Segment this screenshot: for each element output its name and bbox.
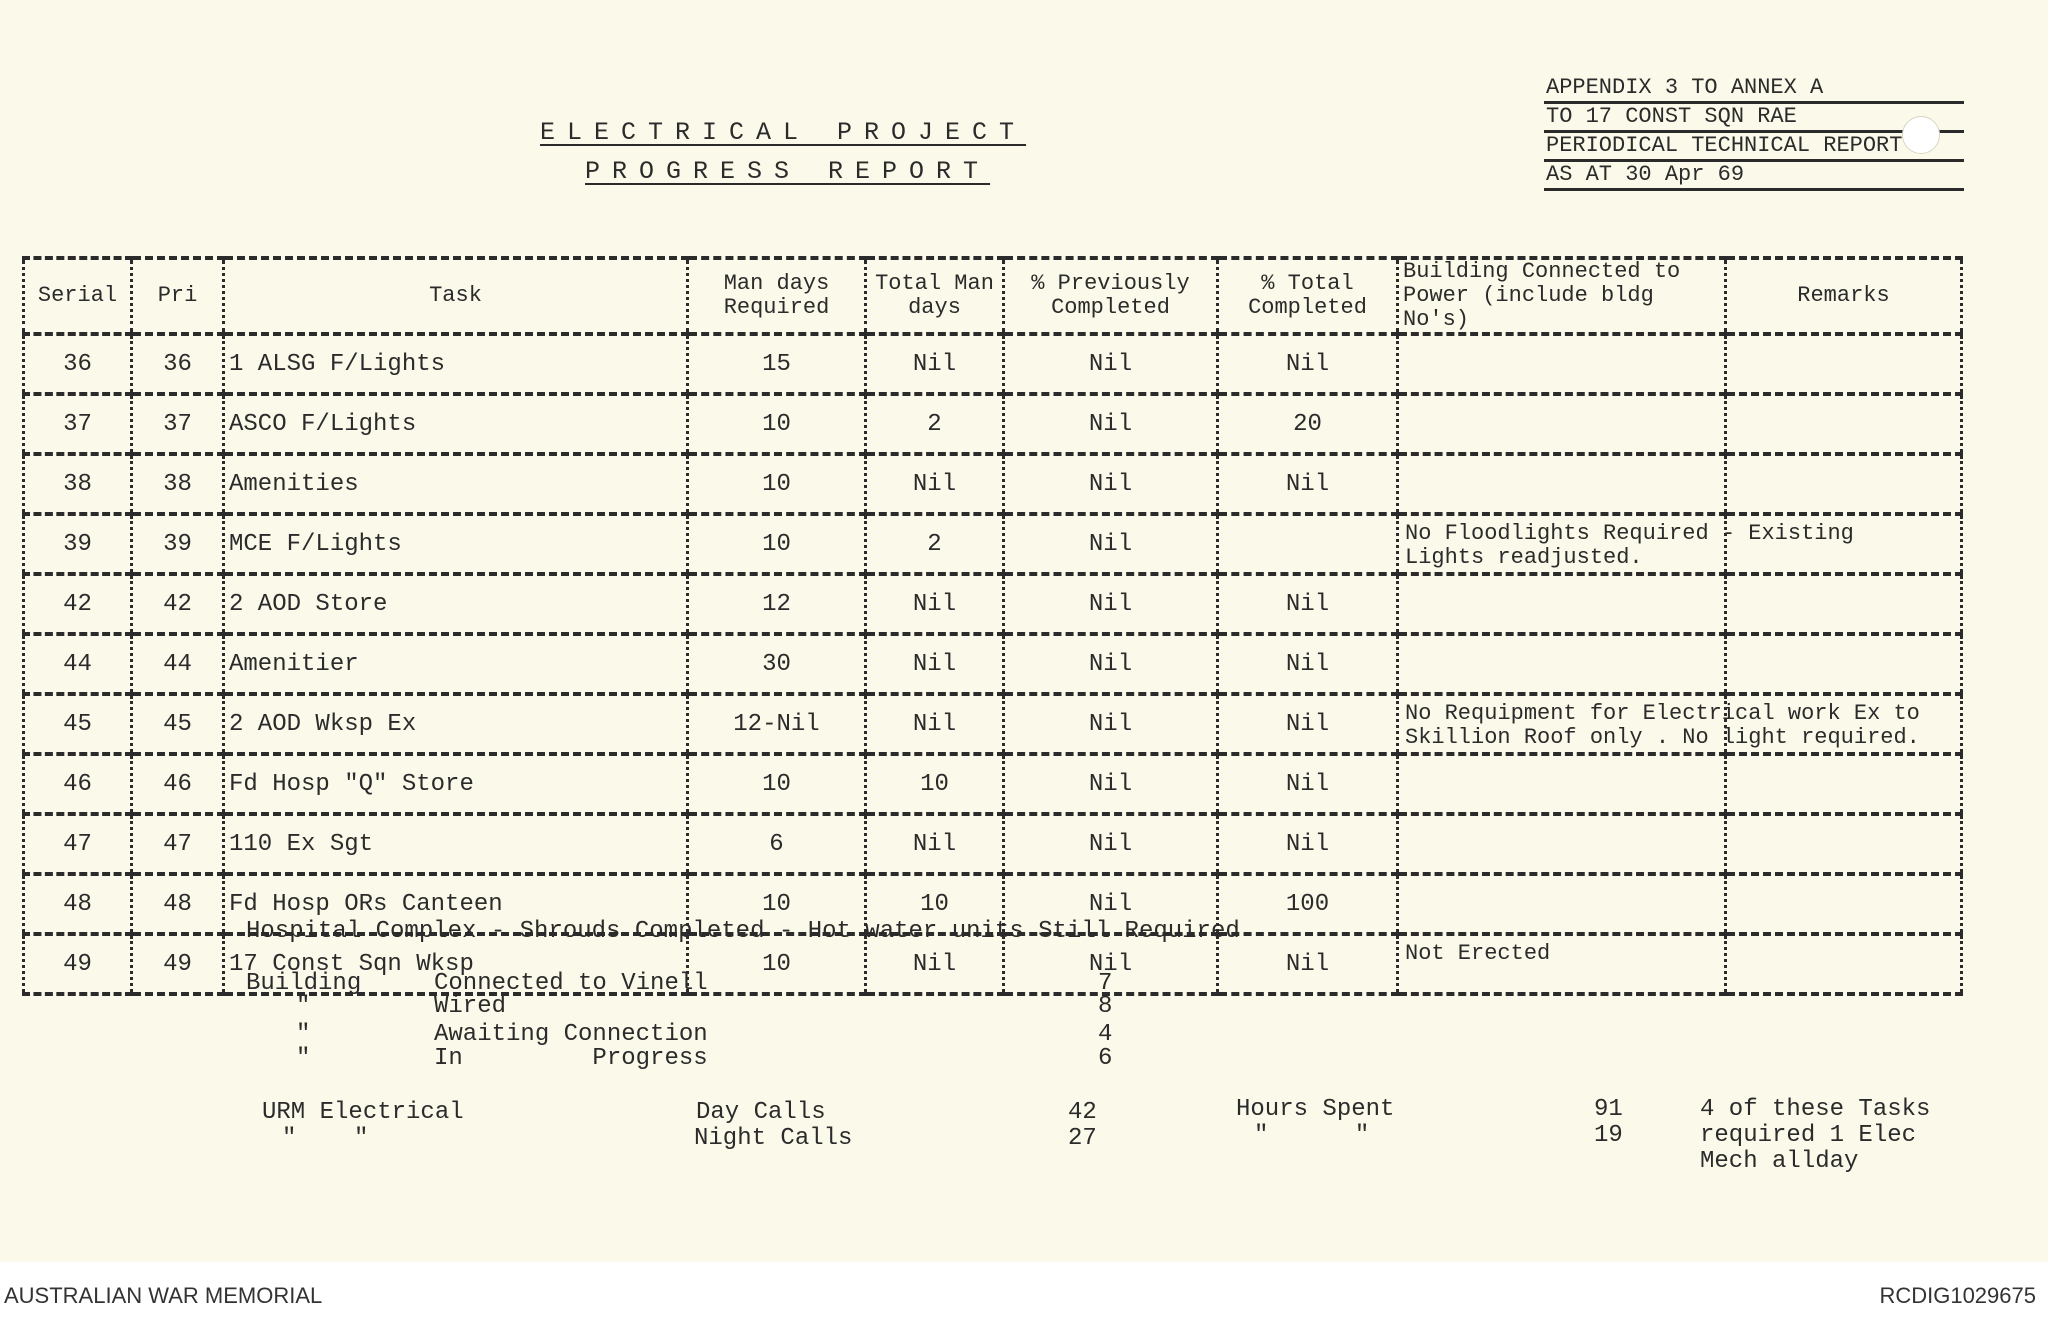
cell-pri: 46: [132, 754, 224, 814]
cell-pct-previously-completed: Nil: [1004, 874, 1218, 934]
cell-pct-previously-completed: Nil: [1004, 574, 1218, 634]
building-item-value: 7: [1098, 970, 1113, 997]
cell-building-connected: [1398, 874, 1726, 934]
cell-man-days-required: 10: [688, 934, 866, 994]
table-header-row: [24, 258, 1962, 334]
cell-pct-previously-completed: Nil: [1004, 334, 1218, 394]
cell-total-man-days: Nil: [866, 934, 1004, 994]
building-item-label: In Progress: [434, 1045, 708, 1072]
document-title-line-2: PROGRESS REPORT: [585, 157, 991, 186]
urm-electrical-label: URM Electrical: [262, 1099, 464, 1126]
cell-serial: 37: [24, 394, 132, 454]
cell-man-days-required: 10: [688, 514, 866, 574]
urm-ditto: " ": [282, 1125, 369, 1152]
building-item-label: Connected to Vinell: [434, 970, 708, 997]
cell-task: MCE F/Lights: [224, 514, 688, 574]
cell-pct-total-completed: Nil: [1218, 334, 1398, 394]
header-building-connected: Building Connected to Power (include bldg No's): [1398, 258, 1726, 334]
cell-man-days-required: 30: [688, 634, 866, 694]
cell-serial: 48: [24, 874, 132, 934]
punch-hole: [1902, 116, 1940, 154]
cell-serial: 49: [24, 934, 132, 994]
cell-remarks: [1726, 574, 1962, 634]
table-row: [24, 754, 1962, 814]
cell-pct-total-completed: [1218, 514, 1398, 574]
cell-pri: 49: [132, 934, 224, 994]
footer-source: AUSTRALIAN WAR MEMORIAL: [4, 1283, 323, 1308]
cell-pct-total-completed: Nil: [1218, 754, 1398, 814]
cell-pct-total-completed: Nil: [1218, 454, 1398, 514]
cell-pct-previously-completed: Nil: [1004, 754, 1218, 814]
cell-pct-previously-completed: Nil: [1004, 394, 1218, 454]
building-remark-text: No Floodlights Required - Existing Lights readjusted.: [1405, 521, 1854, 570]
cell-serial: 38: [24, 454, 132, 514]
cell-pct-previously-completed: Nil: [1004, 454, 1218, 514]
cell-serial: 45: [24, 694, 132, 754]
cell-pct-total-completed: Nil: [1218, 694, 1398, 754]
cell-man-days-required: 12: [688, 574, 866, 634]
header-serial: Serial: [24, 258, 132, 334]
cell-task: Amenitier: [224, 634, 688, 694]
cell-man-days-required: 10: [688, 874, 866, 934]
cell-building-connected: [1398, 634, 1726, 694]
cell-man-days-required: 10: [688, 754, 866, 814]
cell-total-man-days: Nil: [866, 634, 1004, 694]
cell-building-connected: [1398, 754, 1726, 814]
table-row: [24, 634, 1962, 694]
cell-total-man-days: Nil: [866, 814, 1004, 874]
hours-ditto: " ": [1254, 1122, 1370, 1149]
hours-night-value: 19: [1594, 1122, 1623, 1149]
cell-remarks: [1726, 334, 1962, 394]
header-total-man-days: Total Man days: [866, 258, 1004, 334]
footer-record-id: RCDIG1029675: [1879, 1283, 2036, 1308]
table-row: [24, 694, 1962, 754]
progress-table: [22, 256, 1963, 996]
building-item-label: Wired: [434, 993, 507, 1020]
cell-remarks: [1726, 754, 1962, 814]
cell-task: 2 AOD Wksp Ex: [224, 694, 688, 754]
cell-task: ASCO F/Lights: [224, 394, 688, 454]
cell-total-man-days: 2: [866, 514, 1004, 574]
table-row: [24, 334, 1962, 394]
night-calls-value: 27: [1068, 1125, 1097, 1152]
document-title-line-1: ELECTRICAL PROJECT: [540, 118, 1027, 147]
tasks-note-line: required 1 Elec: [1700, 1122, 1917, 1149]
cell-pct-previously-completed: Nil: [1004, 814, 1218, 874]
hours-spent-label: Hours Spent: [1236, 1096, 1395, 1123]
appendix-line: AS AT 30 Apr 69: [1544, 162, 1964, 191]
cell-remarks: [1726, 454, 1962, 514]
header-pct-total-completed: % Total Completed: [1218, 258, 1398, 334]
cell-pct-previously-completed: Nil: [1004, 514, 1218, 574]
ditto-mark: ": [296, 993, 311, 1020]
cell-building-connected: [1398, 814, 1726, 874]
cell-pri: 39: [132, 514, 224, 574]
cell-task: 1 ALSG F/Lights: [224, 334, 688, 394]
hours-day-value: 91: [1594, 1096, 1623, 1123]
ditto-mark: ": [296, 1021, 311, 1048]
cell-pri: 42: [132, 574, 224, 634]
cell-pct-total-completed: 20: [1218, 394, 1398, 454]
header-pct-previously-completed: % Previously Completed: [1004, 258, 1218, 334]
cell-pri: 45: [132, 694, 224, 754]
tasks-note-line: 4 of these Tasks: [1700, 1096, 1931, 1123]
appendix-line: PERIODICAL TECHNICAL REPORT: [1544, 133, 1964, 162]
cell-building-connected: [1398, 694, 1920, 754]
cell-man-days-required: 6: [688, 814, 866, 874]
header-pri: Pri: [132, 258, 224, 334]
cell-pct-total-completed: 100: [1218, 874, 1398, 934]
cell-pri: 38: [132, 454, 224, 514]
cell-building-connected: [1398, 574, 1726, 634]
cell-building-connected: [1398, 514, 1854, 574]
cell-pri: 44: [132, 634, 224, 694]
cell-task: 2 AOD Store: [224, 574, 688, 634]
building-item-value: 6: [1098, 1045, 1113, 1072]
cell-pri: 37: [132, 394, 224, 454]
cell-total-man-days: 10: [866, 754, 1004, 814]
cell-total-man-days: 10: [866, 874, 1004, 934]
header-remarks: Remarks: [1726, 258, 1962, 334]
cell-total-man-days: Nil: [866, 574, 1004, 634]
cell-serial: 47: [24, 814, 132, 874]
appendix-line: APPENDIX 3 TO ANNEX A: [1544, 75, 1964, 104]
table-body: [24, 334, 1962, 994]
cell-task: 110 Ex Sgt: [224, 814, 688, 874]
appendix-reference: [1544, 75, 1964, 191]
header-man-days-required: Man days Required: [688, 258, 866, 334]
table-row: [24, 814, 1962, 874]
cell-man-days-required: 10: [688, 454, 866, 514]
cell-task: 17 Const Sqn Wksp: [224, 934, 688, 994]
cell-serial: 39: [24, 514, 132, 574]
cell-building-connected: [1398, 934, 1726, 994]
cell-pct-previously-completed: Nil: [1004, 634, 1218, 694]
appendix-line: TO 17 CONST SQN RAE: [1544, 104, 1964, 133]
cell-task: Amenities: [224, 454, 688, 514]
building-label: Building: [246, 970, 362, 997]
cell-remarks: [1726, 874, 1962, 934]
cell-task: Fd Hosp "Q" Store: [224, 754, 688, 814]
cell-total-man-days: Nil: [866, 694, 1004, 754]
cell-task: Fd Hosp ORs Canteen: [224, 874, 688, 934]
day-calls-value: 42: [1068, 1099, 1097, 1126]
building-item-value: 4: [1098, 1021, 1113, 1048]
cell-pct-total-completed: Nil: [1218, 634, 1398, 694]
cell-pct-previously-completed: Nil: [1004, 934, 1218, 994]
cell-pct-total-completed: Nil: [1218, 814, 1398, 874]
tasks-note-line: Mech allday: [1700, 1148, 1859, 1175]
cell-pri: 47: [132, 814, 224, 874]
day-calls-label: Day Calls: [696, 1099, 826, 1126]
cell-pri: 48: [132, 874, 224, 934]
building-item-value: 8: [1098, 993, 1113, 1020]
cell-remarks: [1726, 814, 1962, 874]
cell-remarks: [1726, 634, 1962, 694]
header-task: Task: [224, 258, 688, 334]
night-calls-label: Night Calls: [694, 1125, 853, 1152]
cell-serial: 42: [24, 574, 132, 634]
building-remark-text: No Requipment for Electrical work Ex to Skillion Roof only . No light required.: [1405, 701, 1920, 750]
cell-remarks: [1726, 394, 1962, 454]
cell-total-man-days: Nil: [866, 334, 1004, 394]
cell-pri: 36: [132, 334, 224, 394]
table-row: [24, 454, 1962, 514]
table-row: [24, 574, 1962, 634]
cell-total-man-days: Nil: [866, 454, 1004, 514]
cell-serial: 46: [24, 754, 132, 814]
hospital-complex-note: Hospital Complex - Shrouds Completed - Hot water units Still Required: [246, 918, 1240, 945]
cell-serial: 44: [24, 634, 132, 694]
cell-building-connected: [1398, 334, 1726, 394]
ditto-mark: ": [296, 1045, 311, 1072]
table-row: [24, 394, 1962, 454]
cell-pct-total-completed: Nil: [1218, 934, 1398, 994]
cell-total-man-days: 2: [866, 394, 1004, 454]
cell-building-connected: [1398, 394, 1726, 454]
building-item-label: Awaiting Connection: [434, 1021, 708, 1048]
cell-man-days-required: 15: [688, 334, 866, 394]
cell-pct-previously-completed: Nil: [1004, 694, 1218, 754]
cell-man-days-required: 12-Nil: [688, 694, 866, 754]
cell-building-connected: [1398, 454, 1726, 514]
building-remark-text: Not Erected: [1405, 941, 1551, 966]
cell-man-days-required: 10: [688, 394, 866, 454]
cell-serial: 36: [24, 334, 132, 394]
cell-pct-total-completed: Nil: [1218, 574, 1398, 634]
table-row: [24, 514, 1962, 574]
